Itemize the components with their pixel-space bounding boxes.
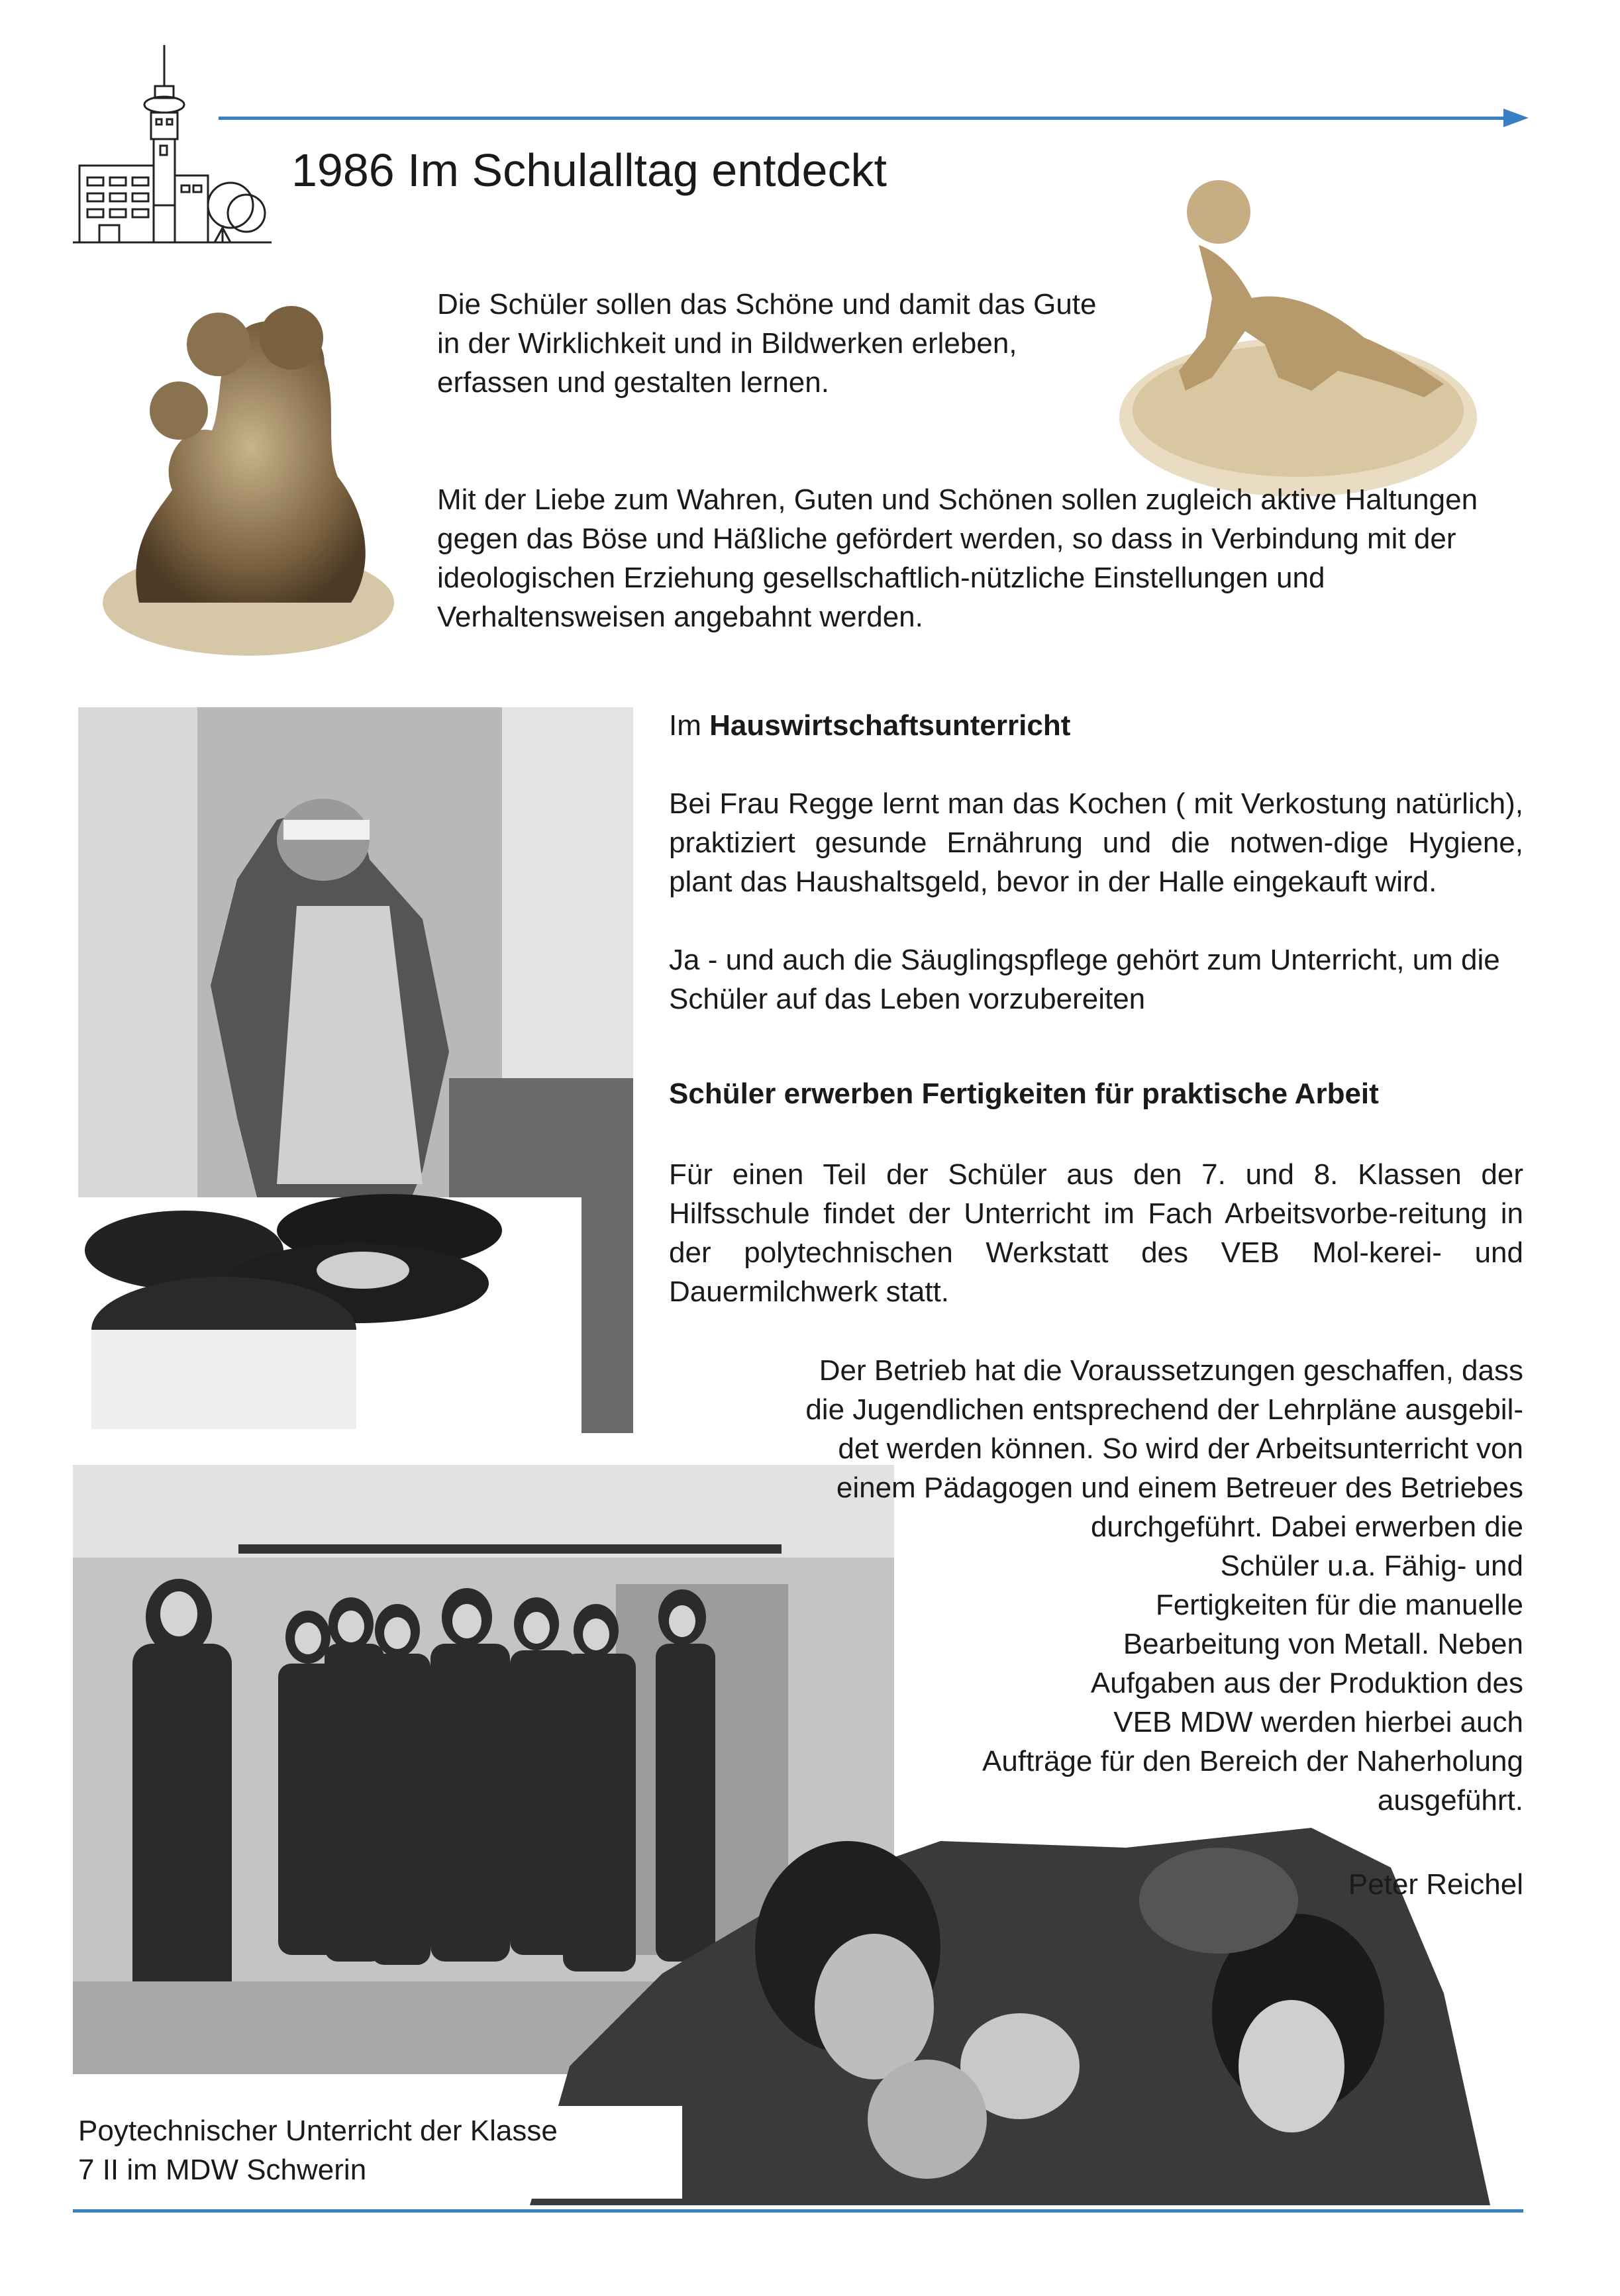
photo-caption [78, 2111, 558, 2189]
intro-paragraph-2-text: Mit der Liebe zum Wahren, Guten und Schönen sollen zugleich aktive Haltungen gegen das Böse und Häßliche gefördert werden, so dass in Verbindung mit der ideologischen Erziehung gesellschaftlich-nützliche Einstellungen und Verhaltensweisen angebahnt werden. [437, 483, 1478, 633]
para2-line-6: Schüler u.a. Fähig- und [1220, 1550, 1523, 1582]
intro-paragraph-1: Die Schüler sollen das Schöne und damit das Gute in der Wirklichkeit und in Bildwerken erleben, erfassen und gestalten lernen. [437, 288, 1097, 399]
para2-line-4: einem Pädagogen und einem Betreuer des Betriebes [836, 1472, 1523, 1504]
header-rule [219, 117, 1517, 120]
heading-prefix: Im [669, 709, 701, 742]
section-home-ec-paragraph: Bei Frau Regge lernt man das Kochen ( mit Verkostung natürlich), praktiziert gesunde Ernährung und die notwen-dige Hygiene, plant das Haushaltsgeld, bevor in der Halle eingekauft wird. [669, 787, 1523, 898]
section-practical-paragraph: Für einen Teil der Schüler aus den 7. und 8. Klassen der Hilfsschule findet der Unterricht im Fach Arbeitsvorbe-reitung in der polytechnischen Werkstatt des VEB Mol-kerei- und Dauermilchwerk statt. [669, 1158, 1523, 1308]
clay-sculpture-crawling-figure [1113, 172, 1484, 510]
page-title: 1986 Im Schulalltag entdeckt [291, 144, 887, 196]
caption-line-2: 7 II im MDW Schwerin [78, 2154, 367, 2186]
para2-line-12: ausgeführt. [1377, 1784, 1523, 1817]
section-practical-paragraph-2 [662, 1351, 1523, 1820]
para2-line-9: Aufgaben aus der Produktion des [1090, 1667, 1523, 1699]
arrow-right-icon [1503, 109, 1529, 127]
para2-line-11: Aufträge für den Bereich der Naherholung [982, 1745, 1523, 1777]
section-practical-heading: Schüler erwerben Fertigkeiten für praktische Arbeit [669, 1077, 1379, 1110]
para2-line-5: durchgeführt. Dabei erwerben die [1090, 1511, 1523, 1543]
para2-line-2: die Jugendlichen entsprechend der Lehrpläne ausgebil- [805, 1393, 1523, 1426]
para2-line-7: Fertigkeiten für die manuelle [1155, 1589, 1523, 1621]
para2-line-3: det werden können. So wird der Arbeitsunterricht von [838, 1432, 1523, 1465]
para2-line-1: Der Betrieb hat die Voraussetzungen geschaffen, dass [819, 1354, 1523, 1387]
author-name: Peter Reichel [1348, 1868, 1523, 1901]
para2-line-8: Bearbeitung von Metall. Neben [1123, 1628, 1523, 1660]
section-home-ec-heading [669, 706, 1517, 745]
clay-sculpture-children-group [99, 291, 397, 662]
para2-line-10: VEB MDW werden hierbei auch [1113, 1706, 1523, 1738]
caption-line-1: Poytechnischer Unterricht der Klasse [78, 2115, 558, 2147]
school-building-tv-tower-icon [73, 40, 272, 252]
heading-bold: Hauswirtschaftsunterricht [709, 709, 1071, 742]
intro-paragraph-2 [437, 480, 1503, 636]
photo-student-cooking [78, 707, 633, 1433]
footer-rule [73, 2209, 1523, 2213]
section-home-ec-paragraph-2: Ja - und auch die Säuglingspflege gehört zum Unterricht, um die Schüler auf das Leben vorzubereiten [669, 944, 1500, 1015]
